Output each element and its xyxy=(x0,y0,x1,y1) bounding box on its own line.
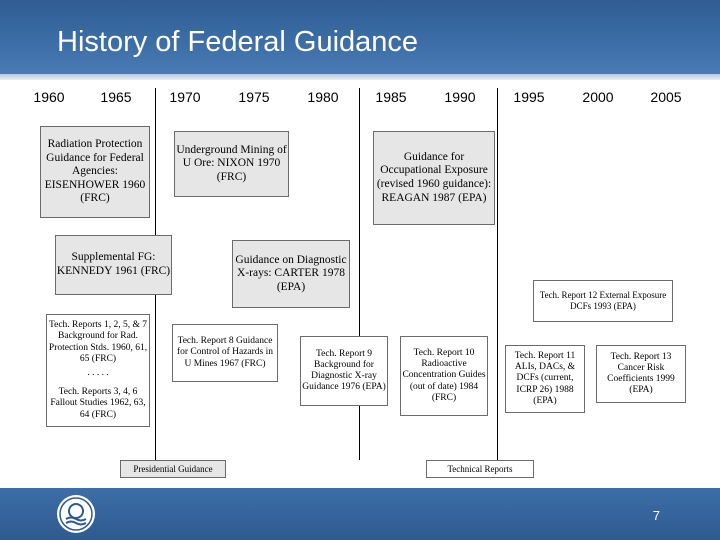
year-label-1990: 1990 xyxy=(444,89,476,105)
year-label-1960: 1960 xyxy=(33,89,65,105)
carter-guidance-text: Guidance on Diagnostic X-rays: CARTER 1978 (EPA) xyxy=(235,253,347,293)
tech-report-11-box xyxy=(505,345,585,413)
legend-presidential-guidance xyxy=(120,460,226,478)
tech-report-10-text: Tech. Report 10 Radioactive Concentration Guides (out of date) 1984 (FRC) xyxy=(402,347,486,403)
year-label-1980: 1980 xyxy=(307,89,339,105)
year-label-2000: 2000 xyxy=(582,89,614,105)
kennedy-guidance-box xyxy=(55,235,172,295)
legend-technical-label: Technical Reports xyxy=(447,463,513,474)
nixon-guidance-text: Underground Mining of U Ore: NIXON 1970 (FRC) xyxy=(176,143,287,183)
year-label-1965: 1965 xyxy=(100,89,132,105)
year-label-2005: 2005 xyxy=(650,89,682,105)
tech-report-8-text: Tech. Report 8 Guidance for Control of Hazards in U Mines 1967 (FRC) xyxy=(176,336,274,369)
tech-report-8-box xyxy=(172,324,278,382)
slide-footer xyxy=(0,488,720,540)
tech-report-11-text: Tech. Report 11 ALIs, DACs, & DCFs (current, ICRP 26) 1988 (EPA) xyxy=(514,350,576,406)
tech-report-10-box xyxy=(400,336,488,416)
tech-report-ellipsis: . . . . . xyxy=(87,368,109,378)
kennedy-guidance-text: Supplemental FG: KENNEDY 1961 (FRC) xyxy=(56,251,171,277)
tech-report-9-text: Tech. Report 9 Background for Diagnostic X-ray Guidance 1976 (EPA) xyxy=(302,348,386,393)
year-label-1985: 1985 xyxy=(375,89,407,105)
eisenhower-guidance-box xyxy=(40,126,150,218)
header-divider xyxy=(0,74,720,80)
tech-report-9-box xyxy=(300,336,388,406)
timeline-divider xyxy=(497,88,498,460)
tech-report-13-box xyxy=(596,345,686,403)
legend-presidential-label: Presidential Guidance xyxy=(133,463,213,474)
year-label-1970: 1970 xyxy=(169,89,201,105)
tech-report-12-text: Tech. Report 12 External Exposure DCFs 1993 (EPA) xyxy=(539,290,667,311)
tech-report-1-2-5-7-box xyxy=(46,314,150,427)
eisenhower-guidance-text: Radiation Protection Guidance for Federal Agencies: EISENHOWER 1960 (FRC) xyxy=(44,138,146,205)
reagan-guidance-text: Guidance for Occupational Exposure (revised 1960 guidance): REAGAN 1987 (EPA) xyxy=(376,150,492,204)
tech-report-1-2-5-7-text: Tech. Reports 1, 2, 5, & 7 Background for Rad. Protection Stds. 1960, 61, 65 (FRC) xyxy=(48,320,148,364)
year-label-1975: 1975 xyxy=(238,89,270,105)
reagan-guidance-box xyxy=(373,131,495,225)
nixon-guidance-box xyxy=(174,131,289,197)
legend-technical-reports xyxy=(426,460,534,478)
tech-report-13-text: Tech. Report 13 Cancer Risk Coefficients 1999 (EPA) xyxy=(607,351,675,396)
tech-report-12-box xyxy=(533,280,673,322)
page-number: 7 xyxy=(652,508,660,523)
year-label-1995: 1995 xyxy=(513,89,545,105)
carter-guidance-box xyxy=(232,240,350,308)
epa-logo-icon xyxy=(56,494,96,534)
tech-report-3-4-6-text: Tech. Reports 3, 4, 6 Fallout Studies 1962, 63, 64 (FRC) xyxy=(50,387,146,420)
slide-title: History of Federal Guidance xyxy=(57,26,419,58)
